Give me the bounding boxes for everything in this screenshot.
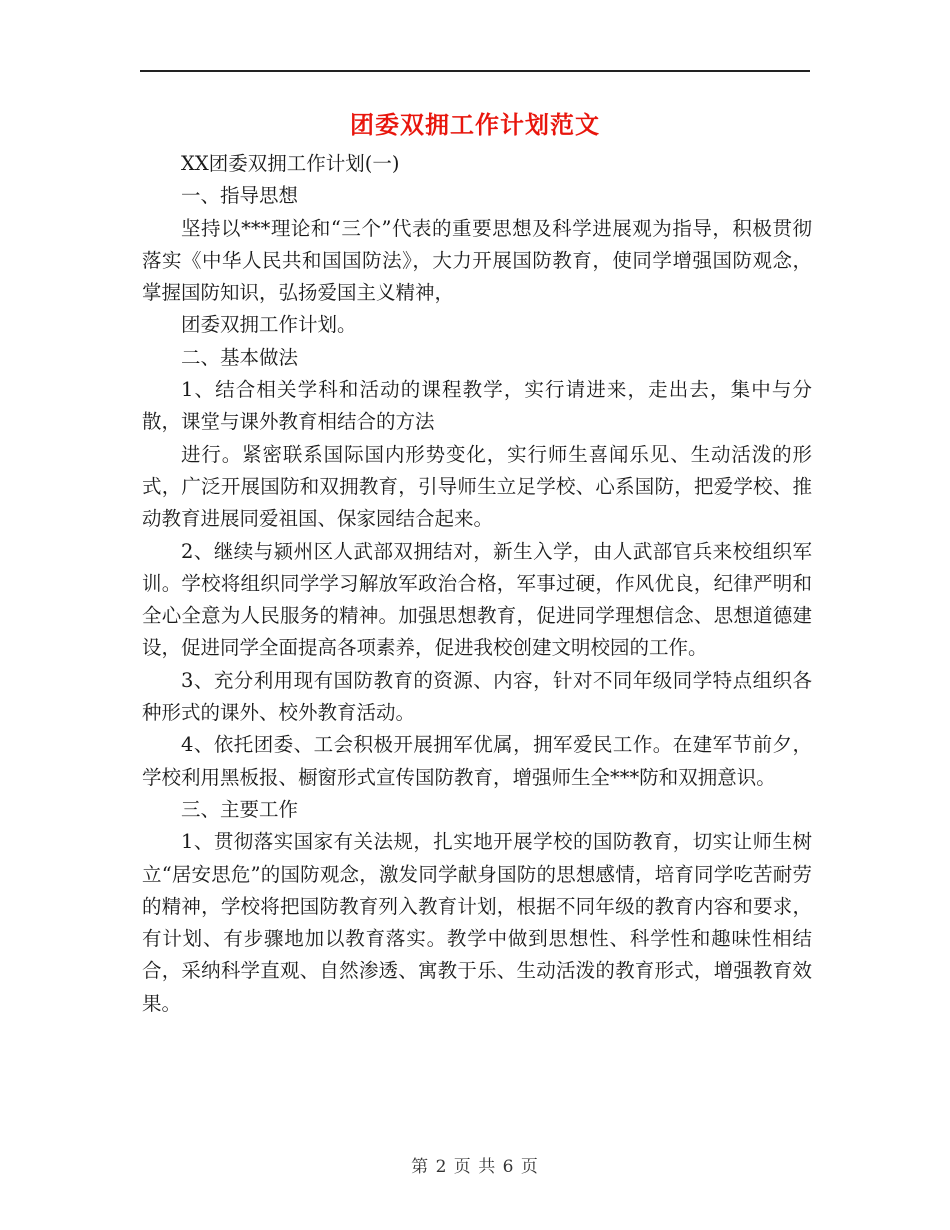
section-heading-2: 二、基本做法 <box>181 345 299 369</box>
document-title: 团委双拥工作计划范文 <box>350 110 600 139</box>
section-heading-3: 三、主要工作 <box>181 797 299 821</box>
header-rule <box>140 70 810 72</box>
paragraph: 3、充分利用现有国防教育的资源、内容，针对不同年级同学特点组织各种形式的课外、校外教育活动。 <box>142 668 812 725</box>
paragraph: 1、结合相关学科和活动的课程教学，实行请进来，走出去，集中与分散，课堂与课外教育相结合的方法 <box>142 378 812 434</box>
page-number: 第 2 页 共 6 页 <box>411 1157 539 1177</box>
document-body <box>142 148 812 1020</box>
paragraph: 4、依托团委、工会积极开展拥军优属，拥军爱民工作。在建军节前夕，学校利用黑板报、橱窗形式宣传国防教育，增强师生全***防和双拥意识。 <box>142 733 812 789</box>
paragraph: 团委双拥工作计划。 <box>181 313 357 337</box>
paragraph: 坚持以***理论和“三个”代表的重要思想及科学进展观为指导，积极贯彻落实《中华人民共和国国防法》，大力开展国防教育，使同学增强国防观念，掌握国防知识，弘扬爱国主义精神， <box>142 216 812 305</box>
paragraph: 2、继续与颍州区人武部双拥结对，新生入学，由人武部官兵来校组织军训。学校将组织同学学习解放军政治合格，军事过硬，作风优良，纪律严明和全心全意为人民服务的精神。加强思想教育，促进同学理想信念、思想道德建设，促进同学全面提高各项素养，促进我校创建文明校园的工作。 <box>142 539 812 660</box>
paragraph-subtitle: XX团委双拥工作计划(一) <box>181 152 400 175</box>
paragraph: 1、贯彻落实国家有关法规，扎实地开展学校的国防教育，切实让师生树立“居安思危”的国防观念，激发同学献身国防的思想感情，培育同学吃苦耐劳的精神，学校将把国防教育列入教育计划，根据不同年级的教育内容和要求，有计划、有步骤地加以教育落实。教学中做到思想性、科学性和趣味性相结合，采纳科学直观、自然渗透、寓教于乐、生动活泼的教育形式，增强教育效果。 <box>142 830 812 1015</box>
paragraph: 进行。紧密联系国际国内形势变化，实行师生喜闻乐见、生动活泼的形式，广泛开展国防和双拥教育，引导师生立足学校、心系国防，把爱学校、推动教育进展同爱祖国、保家园结合起来。 <box>142 442 812 531</box>
section-heading-1: 一、指导思想 <box>181 184 299 208</box>
